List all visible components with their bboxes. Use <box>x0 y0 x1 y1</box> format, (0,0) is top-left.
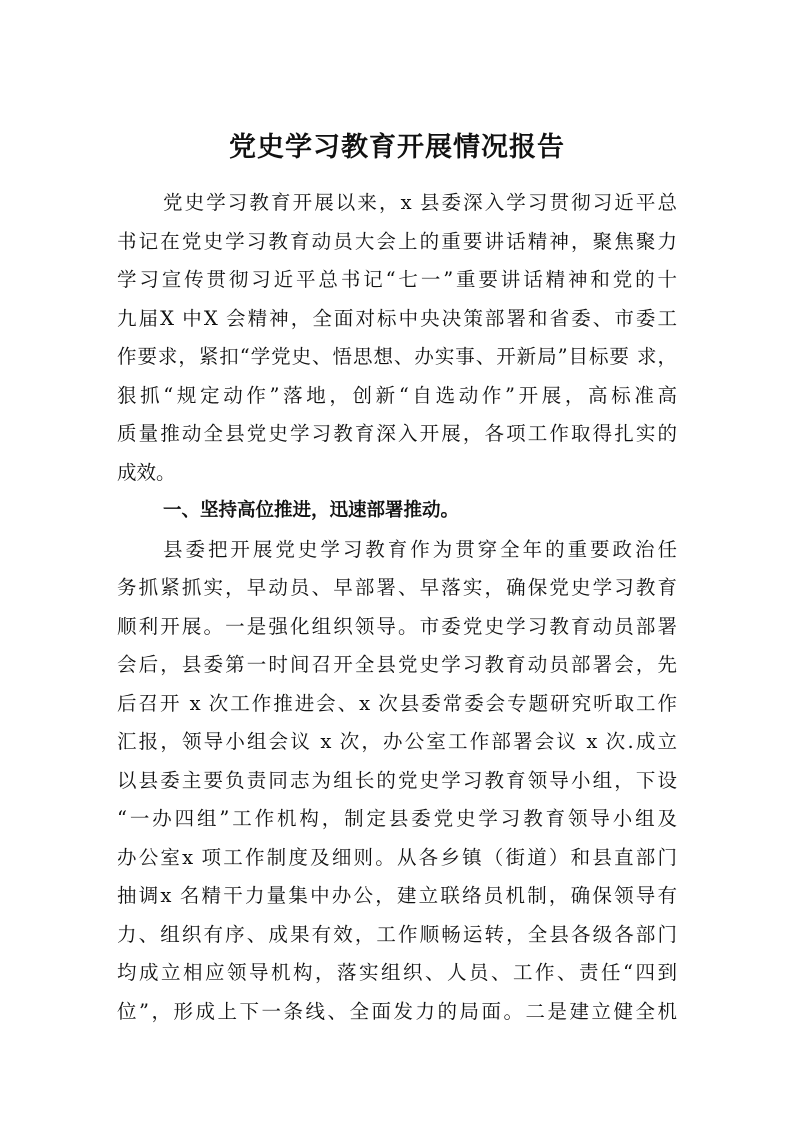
intro-line: 质量推动全县党史学习教育深入开展，各项工作取得扎实的 <box>117 422 677 445</box>
section-heading: 一、坚持高位推进，迅速部署推动。 <box>163 500 460 521</box>
intro-line: 狠抓“规定动作”落地，创新“自选动作”开展，高标准高 <box>117 383 677 407</box>
section-line: 以县委主要负责同志为组长的党史学习教育领导小组，下设 <box>117 768 677 792</box>
section-line: 抽调x 名精干力量集中办公，建立联络员机制，确保领导有 <box>117 884 677 907</box>
section-line: 力、组织有序、成果有效，工作顺畅运转，全县各级各部门 <box>117 922 677 946</box>
document-body <box>117 184 677 1031</box>
intro-line: 作要求，紧扣“学党史、悟思想、办实事、开新局”目标要 求， <box>117 345 677 368</box>
section-line: 位”，形成上下一条线、全面发力的局面。二是建立健全机 <box>117 999 677 1023</box>
intro-line: 成效。 <box>117 460 176 484</box>
section-line: 办公室x 项工作制度及细则。从各乡镇（街道）和县直部门 <box>117 845 677 869</box>
intro-line: 学习宣传贯彻习近平总书记“七一”重要讲话精神和党的十 <box>117 268 677 291</box>
intro-line: 党史学习教育开展以来，x 县委深入学习贯彻习近平总 <box>163 191 677 214</box>
section-line: 后召开 x 次工作推进会、x 次县委常委会专题研究听取工作 <box>117 691 677 715</box>
section-line: 均成立相应领导机构，落实组织、人员、工作、责任“四到 <box>117 961 677 984</box>
section-line: 务抓紧抓实，早动员、早部署、早落实，确保党史学习教育 <box>117 576 677 599</box>
section-line: 汇报，领导小组会议 x 次，办公室工作部署会议 x 次.成立 <box>117 730 677 753</box>
section-line: 会后，县委第一时间召开全县党史学习教育动员部署会，先 <box>117 653 677 676</box>
section-line: “一办四组”工作机构，制定县委党史学习教育领导小组及 <box>117 807 677 830</box>
intro-line: 书记在党史学习教育动员大会上的重要讲话精神，聚焦聚力 <box>117 229 677 253</box>
section-line: 县委把开展党史学习教育作为贯穿全年的重要政治任 <box>163 537 677 561</box>
intro-line: 九届X 中X 会精神，全面对标中央决策部署和省委、市委工 <box>117 306 677 330</box>
section-line: 顺利开展。一是强化组织领导。市委党史学习教育动员部署 <box>117 614 677 638</box>
document-title: 党史学习教育开展情况报告 <box>229 132 565 163</box>
